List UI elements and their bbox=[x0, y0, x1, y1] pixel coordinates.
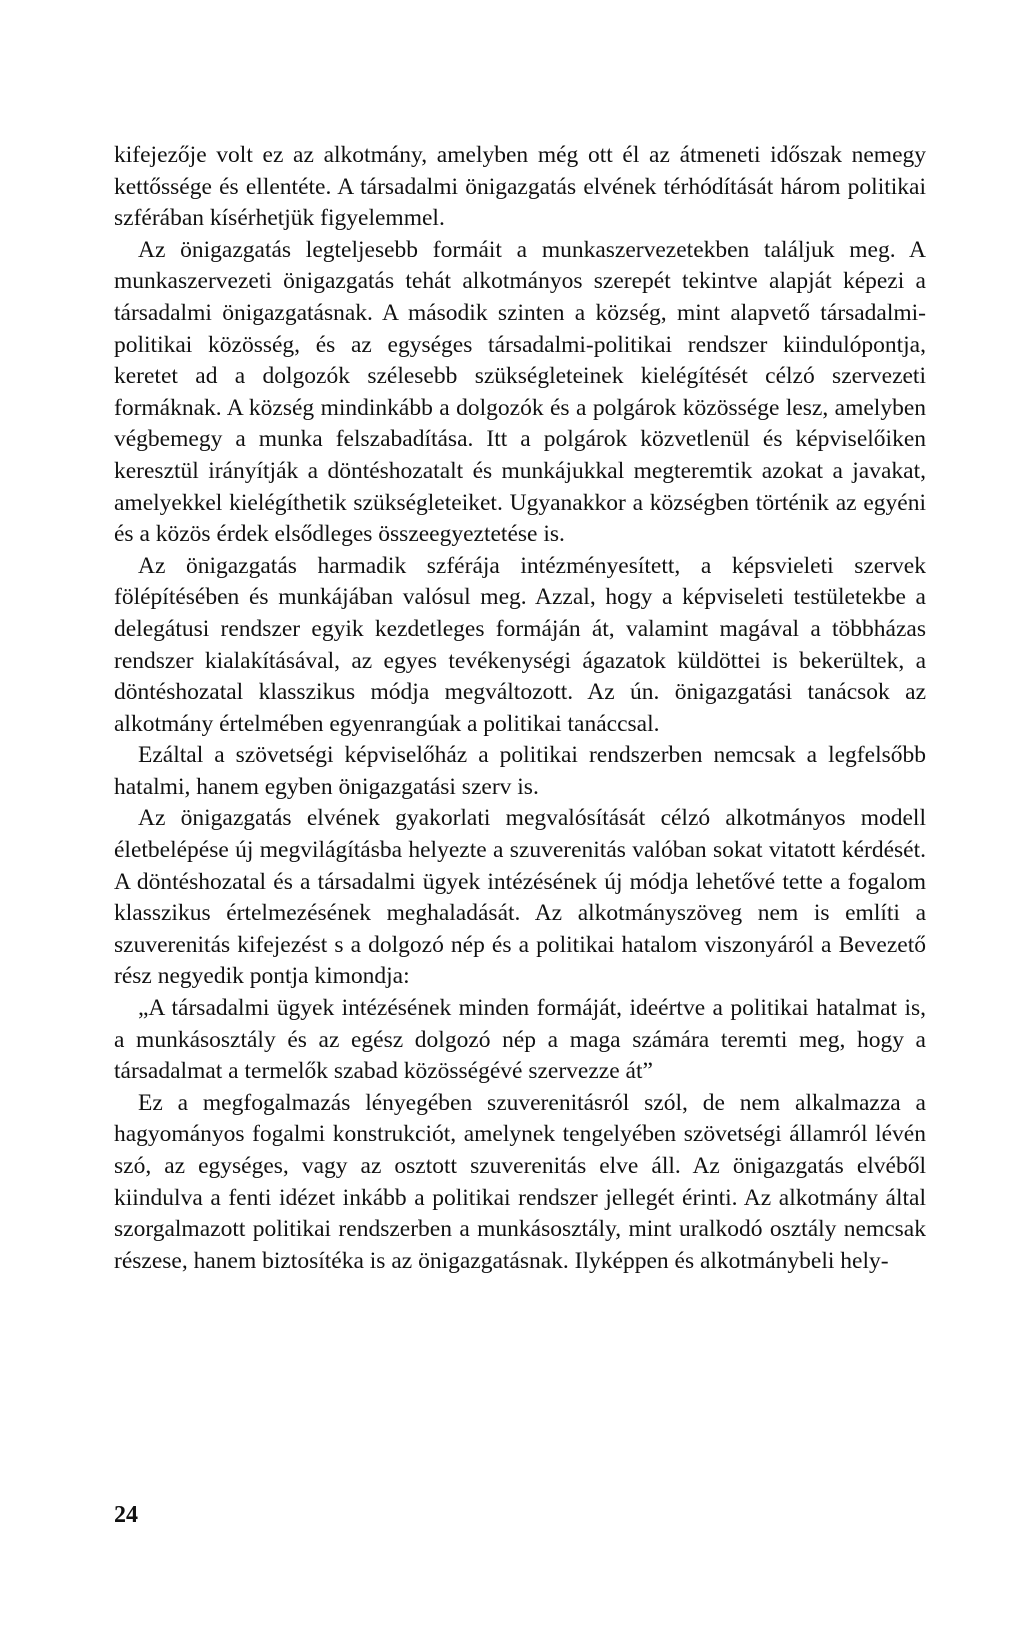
paragraph-3: Az önigazgatás harmadik szférája intézményesített, a képsvieleti szervek fölépítésében és munkájában valósul meg. Azzal, hogy a képviseleti testületekbe a delegátusi rendszer egyik kezdetleges formáján át, valamint magával a többházas rendszer kialakításával, az egyes tevékenységi ágazatok küldöttei is bekerültek, a döntéshozatal klasszikus módja megváltozott. Az ún. önigazgatási tanácsok az alkotmány értelmében egyenrangúak a politikai tanáccsal. bbox=[114, 552, 926, 737]
paragraph-2: Az önigazgatás legteljesebb formáit a munkaszervezetekben találjuk meg. A munkaszervezeti önigazgatás tehát alkotmányos szerepét tekintve alapját képezi a társadalmi önigazgatásnak. A második szinten a község, mint alapvető társadalmi-politikai közösség, és az egységes társadalmi-politikai rendszer kiindulópontja, keretet ad a dolgozók szélesebb szükségleteinek kielégítését célzó szervezeti formáknak. A község mindinkább a dolgozók és a polgárok közössége lesz, amelyben végbemegy a munka felszabadítása. Itt a polgárok közvetlenül és képviselőiken keresztül irányítják a döntéshozatalt és munkájukkal megteremtik azokat a javakat, amelyekkel kielégíthetik szükségleteiket. Ugyanakkor a községben történik az egyéni és a közös érdek elsődleges összeegyeztetése is. bbox=[114, 236, 926, 548]
page-body bbox=[114, 140, 926, 1277]
paragraph-4: Ezáltal a szövetségi képviselőház a politikai rendszerben nemcsak a legfelsőbb hatalmi, hanem egyben önigazgatási szerv is. bbox=[114, 742, 926, 800]
page-number: 24 bbox=[114, 1502, 138, 1528]
block-quote: „A társadalmi ügyek intézésének minden formáját, ideértve a politikai hatalmat is, a munkásosztály és az egész dolgozó nép a maga számára teremti meg, hogy a társadalmat a termelők szabad közösségévé szervezze át” bbox=[114, 995, 926, 1085]
paragraph-6: Ez a megfogalmazás lényegében szuverenitásról szól, de nem alkalmazza a hagyományos fogalmi konstrukciót, amelynek tengelyében szövetségi államról lévén szó, az egységes, vagy az osztott szuverenitás elve áll. Az önigazgatás elvéből kiindulva a fenti idézet inkább a politikai rendszer jellegét érinti. Az alkotmány által szorgalmazott politikai rendszerben a munkásosztály, mint uralkodó osztály nemcsak részese, hanem biztosítéka is az önigazgatásnak. Ilyképpen és alkotmánybeli hely- bbox=[114, 1089, 926, 1274]
paragraph-5: Az önigazgatás elvének gyakorlati megvalósítását célzó alkotmányos modell életbelépése új megvilágításba helyezte a szuverenitás valóban sokat vitatott kérdését. A döntéshozatal és a társadalmi ügyek intézésének új módja lehetővé tette a fogalom klasszikus értelmezésének meghaladását. Az alkotmányszöveg nem is említi a szuverenitás kifejezést s a dolgozó nép és a politikai hatalom viszonyáról a Bevezető rész negyedik pontja kimondja: bbox=[114, 805, 926, 990]
paragraph-1: kifejezője volt ez az alkotmány, amelyben még ott él az átmeneti időszak nemegy kettőssége és ellentéte. A társadalmi önigazgatás elvének térhódítását három politikai szférában kísérhetjük figyelemmel. bbox=[114, 142, 926, 232]
